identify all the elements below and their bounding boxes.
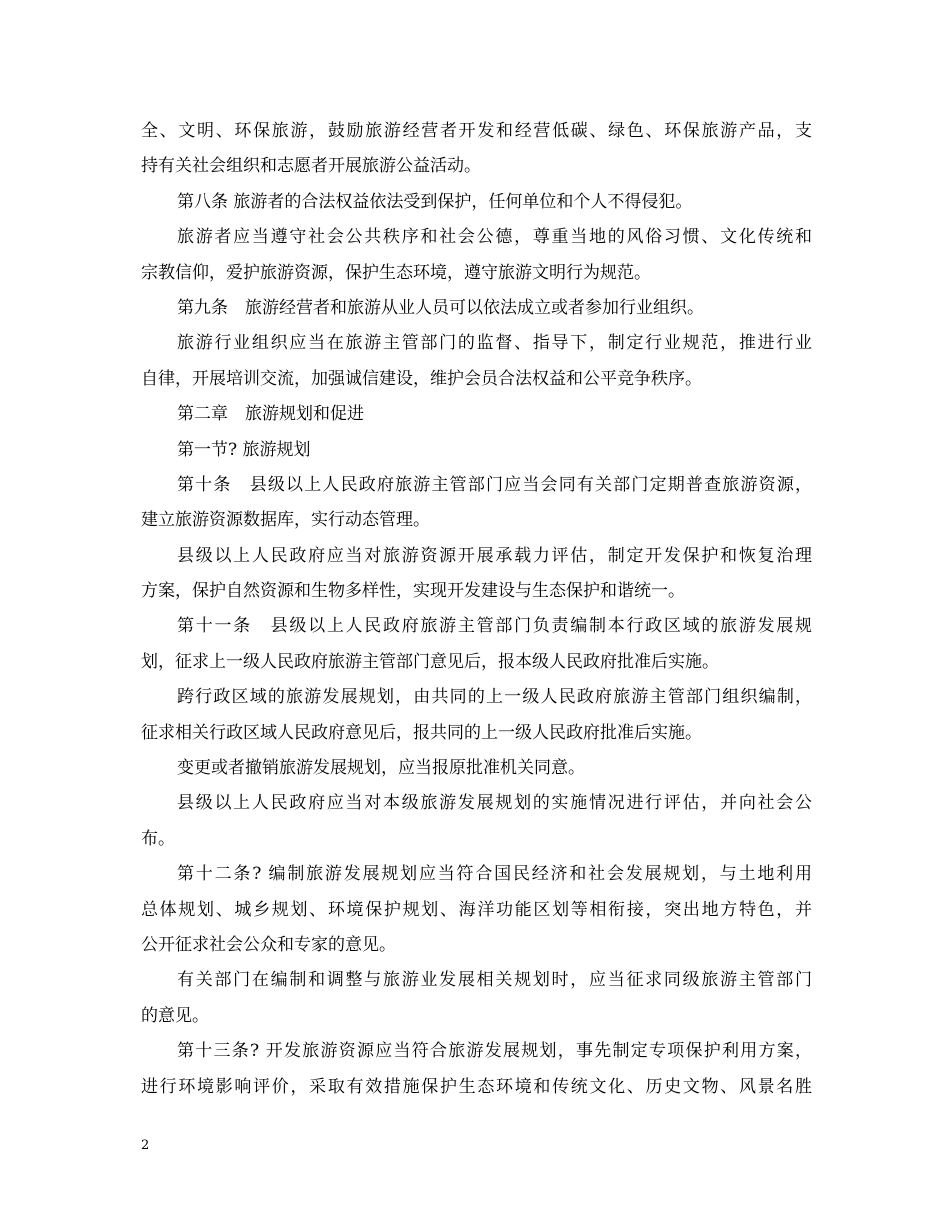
text-line: 第十条 县级以上人民政府旅游主管部门应当会同有关部门定期普查旅游资源，: [177, 474, 812, 495]
text-line: 旅游者应当遵守社会公共秩序和社会公德，尊重当地的风俗习惯、文化传统和: [177, 227, 812, 248]
text-line: 进行环境影响评价，采取有效措施保护生态环境和传统文化、历史文物、风景名胜: [141, 1076, 812, 1097]
text-line: 方案，保护自然资源和生物多样性，实现开发建设与生态保护和谐统一。: [141, 581, 685, 602]
text-line: 总体规划、城乡规划、环境保护规划、海洋功能区划等相衔接，突出地方特色，并: [141, 899, 812, 920]
text-line: 第二章 旅游规划和促进: [177, 404, 364, 425]
text-line: 第十三条? 开发旅游资源应当符合旅游发展规划，事先制定专项保护利用方案，: [177, 1041, 812, 1062]
text-line: 全、文明、环保旅游，鼓励旅游经营者开发和经营低碳、绿色、环保旅游产品，支: [141, 121, 812, 141]
text-line: 自律，开展培训交流，加强诚信建设，维护会员合法权益和公平竞争秩序。: [141, 368, 702, 389]
body-text: [141, 114, 812, 1105]
text-line: 第一节? 旅游规划: [177, 439, 311, 460]
text-line: 县级以上人民政府应当对旅游资源开展承载力评估，制定开发保护和恢复治理: [177, 545, 812, 566]
text-line: 变更或者撤销旅游发展规划，应当报原批准机关同意。: [177, 758, 585, 779]
text-line: 第十二条? 编制旅游发展规划应当符合国民经济和社会发展规划，与土地利用: [177, 864, 812, 885]
text-line: 布。: [141, 828, 175, 849]
text-line: 县级以上人民政府应当对本级旅游发展规划的实施情况进行评估，并向社会公: [177, 793, 812, 814]
text-line: 持有关社会组织和志愿者开展旅游公益活动。: [141, 156, 481, 177]
text-line: 宗教信仰，爱护旅游资源，保护生态环境，遵守旅游文明行为规范。: [141, 262, 651, 283]
text-line: 第十一条 县级以上人民政府旅游主管部门负责编制本行政区域的旅游发展规: [177, 616, 812, 637]
text-line: 有关部门在编制和调整与旅游业发展相关规划时，应当征求同级旅游主管部门: [177, 970, 812, 991]
text-line: 第八条 旅游者的合法权益依法受到保护，任何单位和个人不得侵犯。: [177, 191, 693, 212]
text-line: 建立旅游资源数据库，实行动态管理。: [141, 510, 430, 531]
text-line: 跨行政区域的旅游发展规划，由共同的上一级人民政府旅游主管部门组织编制，: [177, 687, 812, 708]
text-line: 的意见。: [141, 1005, 209, 1026]
text-line: 第九条 旅游经营者和旅游从业人员可以依法成立或者参加行业组织。: [177, 297, 704, 318]
text-line: 划，征求上一级人民政府旅游主管部门意见后，报本级人民政府批准后实施。: [141, 651, 719, 672]
page-number: 2: [141, 1138, 150, 1153]
text-line: 征求相关行政区域人民政府意见后，报共同的上一级人民政府批准后实施。: [141, 722, 702, 743]
text-line: 公开征求社会公众和专家的意见。: [141, 934, 396, 955]
text-line: 旅游行业组织应当在旅游主管部门的监督、指导下，制定行业规范，推进行业: [177, 333, 812, 354]
